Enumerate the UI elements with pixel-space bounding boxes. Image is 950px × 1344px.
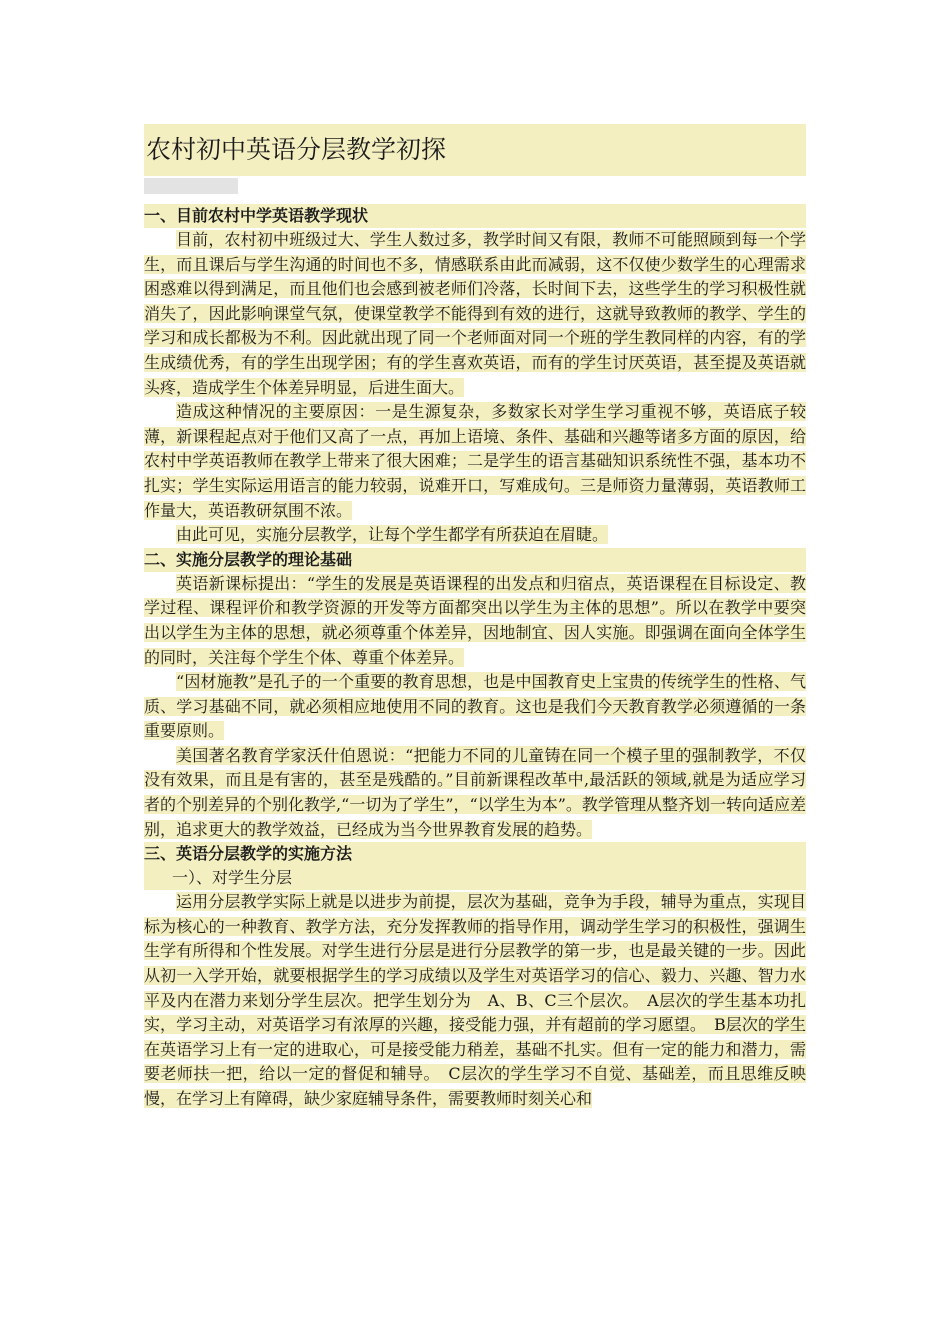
section-heading-3: 三、英语分层教学的实施方法 (144, 842, 806, 866)
section-heading-1: 一、目前农村中学英语教学现状 (144, 204, 806, 228)
paragraph: 由此可见，实施分层教学，让每个学生都学有所获迫在眉睫。 (176, 525, 609, 545)
paragraph: 造成这种情况的主要原因：一是生源复杂，多数家长对学生学习重视不够，英语底子较薄，新课程起点对于他们又高了一点，再加上语境、条件、基础和兴趣等诸多方面的原因，给农村中学英语教师在教学上带来了很大困难；二是学生的语言基础知识系统性不强，基本功不扎实；学生实际运用语言的能力较弱，说难开口，写难成句。三是师资力量薄弱，英语教师工作量大，英语教研氛围不浓。 (144, 402, 806, 520)
section-heading-2: 二、实施分层教学的理论基础 (144, 548, 806, 572)
paragraph: 运用分层教学实际上就是以进步为前提，层次为基础，竞争为手段，辅导为重点，实现目标为核心的一种教育、教学方法，充分发挥教师的指导作用，调动学生学习的积极性，强调生生学有所得和个性发展。对学生进行分层是进行分层教学的第一步，也是最关键的一步。因此从初一入学开始，就要根据学生的学习成绩以及学生对英语学习的信心、毅力、兴趣、智力水平及内在潜力来划分学生层次。把学生划分为 A、B、C三个层次。 A层次的学生基本功扎实，学习主动，对英语学习有浓厚的兴趣，接受能力强，并有超前的学习愿望。 B层次的学生在英语学习上有一定的进取心，可是接受能力稍差，基础不扎实。但有一定的能力和潜力，需要老师扶一把，给以一定的督促和辅导。 C层次的学生学习不自觉、基础差，而且思维反映慢，在学习上有障碍，缺少家庭辅导条件，需要教师时刻关心和 (144, 892, 806, 1108)
highlight-bar (144, 178, 238, 194)
paragraph: 英语新课标提出：“学生的发展是英语课程的出发点和归宿点，英语课程在目标设定、教学过程、课程评价和教学资源的开发等方面都突出以学生为主体的思想”。所以在教学中要突出以学生为主体的思想，就必须尊重个体差异，因地制宜、因人实施。即强调在面向全体学生的同时，关注每个学生个体、尊重个体差异。 (144, 573, 806, 667)
paragraph: 目前，农村初中班级过大、学生人数过多，教学时间又有限，教师不可能照顾到每一个学生，而且课后与学生沟通的时间也不多，情感联系由此而减弱，这不仅使少数学生的心理需求困惑难以得到满足，而且他们也会感到被老师们冷落，长时间下去，这些学生的学习积极性就消失了，因此影响课堂气氛，使课堂教学不能得到有效的进行，这就导致教师的教学、学生的学习和成长都极为不利。因此就出现了同一个老师面对同一个班的学生教同样的内容，有的学生成绩优秀，有的学生出现学困；有的学生喜欢英语，而有的学生讨厌英语，甚至提及英语就头疼，造成学生个体差异明显，后进生面大。 (144, 230, 806, 397)
paragraph: 美国著名教育学家沃什伯恩说：“把能力不同的儿童铸在同一个模子里的强制教学，不仅没有效果，而且是有害的，甚至是残酷的。”目前新课程改革中,最活跃的领域,就是为适应学习者的个别差异的个别化教学,“一切为了学生”，“以学生为本”。教学管理从整齐划一转向适应差别，追求更大的教学效益，已经成为当今世界教育发展的趋势。 (144, 745, 806, 839)
document-body (144, 124, 806, 1112)
subsection-heading: 一）、对学生分层 (144, 866, 806, 890)
paragraph: “因材施教”是孔子的一个重要的教育思想，也是中国教育史上宝贵的传统学生的性格、气质、学习基础不同，就必须相应地使用不同的教育。这也是我们今天教育教学必须遵循的一条重要原则。 (144, 672, 806, 741)
document-title: 农村初中英语分层教学初探 (144, 124, 806, 176)
